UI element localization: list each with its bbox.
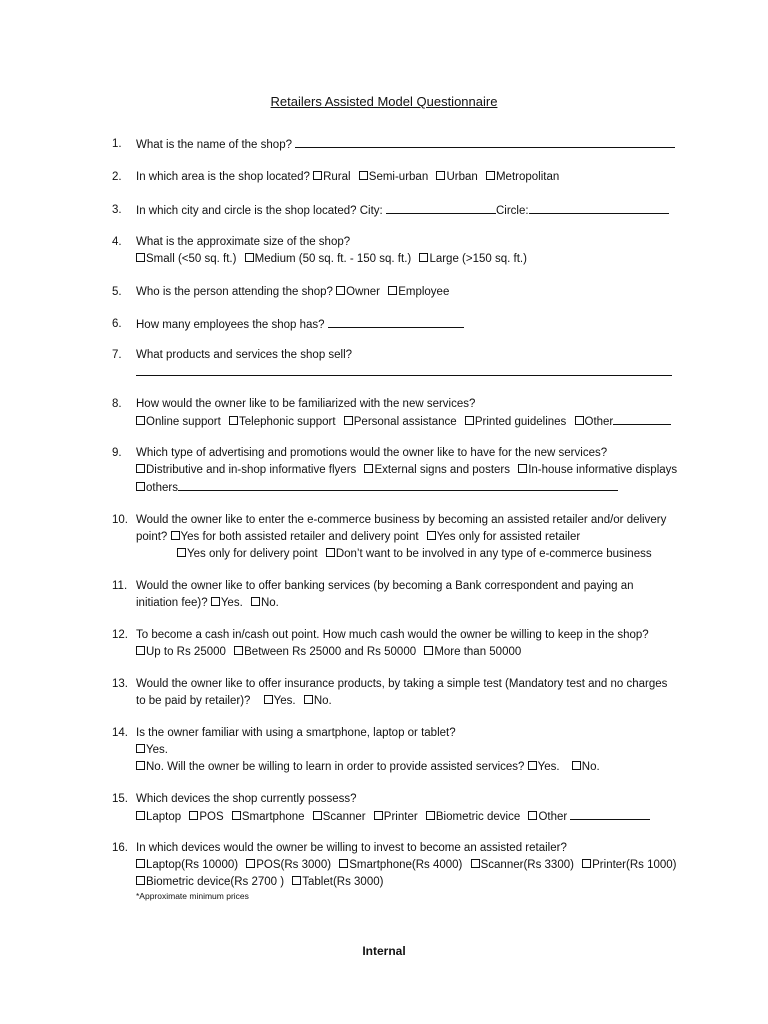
checkbox[interactable] <box>136 253 145 262</box>
question-9 <box>112 445 712 497</box>
question-number: 14. <box>112 727 128 739</box>
option-label: Rural <box>323 171 351 183</box>
option-scanner[interactable] <box>471 859 574 871</box>
other-field[interactable] <box>570 808 650 820</box>
option-printer[interactable] <box>374 811 418 823</box>
option-label: Yes. <box>220 597 243 609</box>
question-text: How many employees the shop has? <box>136 319 325 331</box>
employee-count-field[interactable] <box>328 316 464 328</box>
option-in-house-displays[interactable] <box>518 464 677 476</box>
circle-label: Circle: <box>495 205 529 217</box>
option-yes[interactable] <box>264 695 296 707</box>
other-field[interactable] <box>613 413 671 425</box>
question-text-cont: to be paid by retailer)? <box>136 695 251 707</box>
option-delivery-point-only[interactable] <box>177 548 318 560</box>
question-text: Who is the person attending the shop? <box>136 286 333 298</box>
checkbox[interactable] <box>136 859 145 868</box>
checkbox[interactable] <box>232 811 241 820</box>
checkbox[interactable] <box>359 171 368 180</box>
question-6 <box>112 316 712 334</box>
option-label: Employee <box>398 286 450 298</box>
option-biometric-device[interactable] <box>136 876 284 888</box>
option-signs-posters[interactable] <box>364 464 510 476</box>
option-label: POS <box>199 811 224 823</box>
option-label: Semi-urban <box>368 171 429 183</box>
option-label: POS(Rs 3000) <box>256 859 332 871</box>
checkbox[interactable] <box>136 646 145 655</box>
checkbox[interactable] <box>486 171 495 180</box>
checkbox[interactable] <box>374 811 383 820</box>
option-both[interactable] <box>171 531 419 543</box>
option-yes[interactable] <box>136 744 168 756</box>
question-16 <box>112 840 712 902</box>
followup-question: Will the owner be willing to learn in order to provide assisted services? <box>167 761 525 773</box>
option-label: Personal assistance <box>353 416 457 428</box>
checkbox[interactable] <box>177 548 186 557</box>
question-text: What is the approximate size of the shop? <box>136 236 351 248</box>
option-personal-assistance[interactable] <box>344 416 457 428</box>
checkbox[interactable] <box>582 859 591 868</box>
price-note: *Approximate minimum prices <box>136 891 249 901</box>
option-no[interactable] <box>251 597 279 609</box>
checkbox[interactable] <box>251 597 260 606</box>
option-yes[interactable] <box>211 597 243 609</box>
option-up-to-25000[interactable] <box>136 646 226 658</box>
option-owner[interactable] <box>336 286 380 298</box>
checkbox[interactable] <box>336 286 345 295</box>
checkbox[interactable] <box>326 548 335 557</box>
option-not-involved[interactable] <box>326 548 652 560</box>
checkbox[interactable] <box>465 416 474 425</box>
question-text: In which area is the shop located? <box>136 171 310 183</box>
checkbox[interactable] <box>364 464 373 473</box>
question-text: In which city and circle is the shop located? <box>136 205 357 217</box>
checkbox[interactable] <box>264 695 273 704</box>
question-10 <box>112 512 712 563</box>
question-number: 2. <box>112 171 122 183</box>
question-4 <box>112 234 712 268</box>
option-label: Owner <box>346 286 380 298</box>
checkbox[interactable] <box>245 253 254 262</box>
option-label: In-house informative displays <box>528 464 678 476</box>
option-other[interactable] <box>575 416 672 428</box>
option-label: Printed guidelines <box>474 416 567 428</box>
question-3 <box>112 202 712 220</box>
question-text-cont: point? <box>136 531 168 543</box>
question-text: Which type of advertising and promotions would the owner like to have for the new services? <box>136 447 608 459</box>
question-11 <box>112 578 712 612</box>
option-rural[interactable] <box>313 171 350 183</box>
question-number: 9. <box>112 447 122 459</box>
option-label: Tablet(Rs 3000) <box>302 876 384 888</box>
option-scanner[interactable] <box>313 811 366 823</box>
checkbox[interactable] <box>136 482 145 491</box>
question-number: 15. <box>112 793 128 805</box>
option-label: Other <box>538 811 568 823</box>
option-semi-urban[interactable] <box>359 171 428 183</box>
checkbox[interactable] <box>424 646 433 655</box>
question-5 <box>112 284 712 301</box>
option-label: Scanner(Rs 3300) <box>480 859 574 871</box>
option-label: Telephonic support <box>239 416 336 428</box>
question-1 <box>112 136 712 154</box>
option-label: Medium (50 sq. ft. - 150 sq. ft.) <box>254 253 412 265</box>
option-label: Laptop <box>146 811 182 823</box>
option-label: Between Rs 25000 and Rs 50000 <box>244 646 417 658</box>
option-label: Distributive and in-shop informative flyers <box>146 464 357 476</box>
question-text: How would the owner like to be familiarized with the new services? <box>136 398 476 410</box>
option-label: No. <box>313 695 332 707</box>
option-telephonic-support[interactable] <box>229 416 336 428</box>
option-employee[interactable] <box>388 286 449 298</box>
option-smartphone[interactable] <box>232 811 305 823</box>
option-small[interactable] <box>136 253 236 265</box>
question-number: 13. <box>112 678 128 690</box>
option-25000-50000[interactable] <box>234 646 416 658</box>
option-label: Yes. <box>537 761 560 773</box>
option-label: External signs and posters <box>374 464 511 476</box>
footer-classification: Internal <box>362 944 406 958</box>
option-label: Yes only for assisted retailer <box>436 531 581 543</box>
option-assisted-retailer-only[interactable] <box>427 531 580 543</box>
question-number: 6. <box>112 318 122 330</box>
checkbox[interactable] <box>292 876 301 885</box>
checkbox[interactable] <box>388 286 397 295</box>
question-14 <box>112 725 712 776</box>
option-label: Yes. <box>273 695 296 707</box>
question-text: To become a cash in/cash out point. How much cash would the owner be willing to keep in the shop? <box>136 629 649 641</box>
question-13 <box>112 676 712 710</box>
option-no[interactable] <box>136 761 164 773</box>
option-label: Other <box>584 416 614 428</box>
option-pos[interactable] <box>189 811 223 823</box>
question-text: In which devices would the owner be willing to invest to become an assisted retailer? <box>136 842 567 854</box>
products-field[interactable] <box>136 364 672 376</box>
option-label: Large (>150 sq. ft.) <box>429 253 527 265</box>
option-label: Biometric device <box>435 811 521 823</box>
option-label: Small (<50 sq. ft.) <box>146 253 237 265</box>
checkbox[interactable] <box>313 811 322 820</box>
checkbox[interactable] <box>189 811 198 820</box>
checkbox[interactable] <box>304 695 313 704</box>
option-printed-guidelines[interactable] <box>465 416 566 428</box>
option-label: Smartphone(Rs 4000) <box>349 859 463 871</box>
question-number: 1. <box>112 138 122 150</box>
question-number: 7. <box>112 349 122 361</box>
followup-option-yes[interactable] <box>528 761 560 773</box>
question-text: What is the name of the shop? <box>136 139 292 151</box>
checkbox[interactable] <box>234 646 243 655</box>
option-label: Up to Rs 25000 <box>146 646 226 658</box>
option-label: Laptop(Rs 10000) <box>146 859 239 871</box>
question-2 <box>112 169 712 186</box>
option-large[interactable] <box>419 253 527 265</box>
option-online-support[interactable] <box>136 416 221 428</box>
checkbox[interactable] <box>171 531 180 540</box>
checkbox[interactable] <box>344 416 353 425</box>
question-text: Would the owner like to offer insurance products, by taking a simple test (Mandatory test and no charges <box>136 678 668 690</box>
checkbox[interactable] <box>528 811 537 820</box>
city-label: City: <box>359 205 383 217</box>
checkbox[interactable] <box>136 464 145 473</box>
option-label: Scanner <box>322 811 366 823</box>
option-others[interactable] <box>136 482 618 494</box>
shop-name-field[interactable] <box>295 136 675 148</box>
option-label: More than 50000 <box>434 646 522 658</box>
question-text: Which devices the shop currently possess? <box>136 793 357 805</box>
checkbox[interactable] <box>211 597 220 606</box>
question-number: 4. <box>112 236 122 248</box>
option-label: No. <box>146 761 164 773</box>
checkbox[interactable] <box>528 761 537 770</box>
checkbox[interactable] <box>518 464 527 473</box>
question-number: 11. <box>112 580 128 592</box>
checkbox[interactable] <box>136 761 145 770</box>
option-label: No. <box>581 761 600 773</box>
option-metropolitan[interactable] <box>486 171 559 183</box>
checkbox[interactable] <box>436 171 445 180</box>
question-number: 8. <box>112 398 122 410</box>
question-number: 3. <box>112 204 122 216</box>
question-number: 10. <box>112 514 128 526</box>
option-pos[interactable] <box>246 859 331 871</box>
option-no[interactable] <box>304 695 332 707</box>
question-8 <box>112 396 712 431</box>
checkbox[interactable] <box>419 253 428 262</box>
question-text-cont: initiation fee)? <box>136 597 208 609</box>
question-12 <box>112 627 712 661</box>
option-label: Yes only for delivery point <box>187 548 318 560</box>
circle-field[interactable] <box>529 202 669 214</box>
question-number: 5. <box>112 286 122 298</box>
checkbox[interactable] <box>229 416 238 425</box>
option-laptop[interactable] <box>136 859 238 871</box>
option-biometric-device[interactable] <box>426 811 520 823</box>
option-label: Don’t want to be involved in any type of e-commerce business <box>335 548 652 560</box>
checkbox[interactable] <box>136 744 145 753</box>
option-label: Printer <box>383 811 418 823</box>
page-title: Retailers Assisted Model Questionnaire <box>270 94 498 109</box>
option-printer[interactable] <box>582 859 676 871</box>
question-text: Would the owner like to enter the e-commerce business by becoming an assisted retailer and/or delivery <box>136 514 667 526</box>
question-7 <box>112 347 712 382</box>
question-text: Would the owner like to offer banking services (by becoming a Bank correspondent and paying an <box>136 580 634 592</box>
option-more-than-50000[interactable] <box>424 646 521 658</box>
question-15 <box>112 791 712 826</box>
others-field[interactable] <box>178 479 618 491</box>
checkbox[interactable] <box>572 761 581 770</box>
checkbox[interactable] <box>136 416 145 425</box>
checkbox[interactable] <box>246 859 255 868</box>
option-flyers[interactable] <box>136 464 356 476</box>
option-medium[interactable] <box>245 253 412 265</box>
option-label: Yes for both assisted retailer and delivery point <box>180 531 419 543</box>
checkbox[interactable] <box>313 171 322 180</box>
option-smartphone[interactable] <box>339 859 462 871</box>
option-urban[interactable] <box>436 171 477 183</box>
option-label: Metropolitan <box>495 171 560 183</box>
option-label: Smartphone <box>241 811 305 823</box>
option-label: Biometric device(Rs 2700 ) <box>146 876 285 888</box>
question-number: 12. <box>112 629 128 641</box>
option-label: Printer(Rs 1000) <box>592 859 677 871</box>
checkbox[interactable] <box>471 859 480 868</box>
checkbox[interactable] <box>136 811 145 820</box>
checkbox[interactable] <box>339 859 348 868</box>
option-label: Online support <box>146 416 221 428</box>
option-other[interactable] <box>528 811 650 823</box>
option-label: Yes. <box>146 744 168 756</box>
city-field[interactable] <box>386 202 496 214</box>
checkbox[interactable] <box>575 416 584 425</box>
option-label: No. <box>260 597 279 609</box>
option-label: others <box>146 482 178 494</box>
followup-option-no[interactable] <box>572 761 600 773</box>
option-label: Urban <box>446 171 478 183</box>
checkbox[interactable] <box>426 811 435 820</box>
question-text: What products and services the shop sell? <box>136 349 353 361</box>
checkbox[interactable] <box>136 876 145 885</box>
question-text: Is the owner familiar with using a smartphone, laptop or tablet? <box>136 727 456 739</box>
question-number: 16. <box>112 842 128 854</box>
option-laptop[interactable] <box>136 811 181 823</box>
option-tablet[interactable] <box>292 876 383 888</box>
checkbox[interactable] <box>427 531 436 540</box>
